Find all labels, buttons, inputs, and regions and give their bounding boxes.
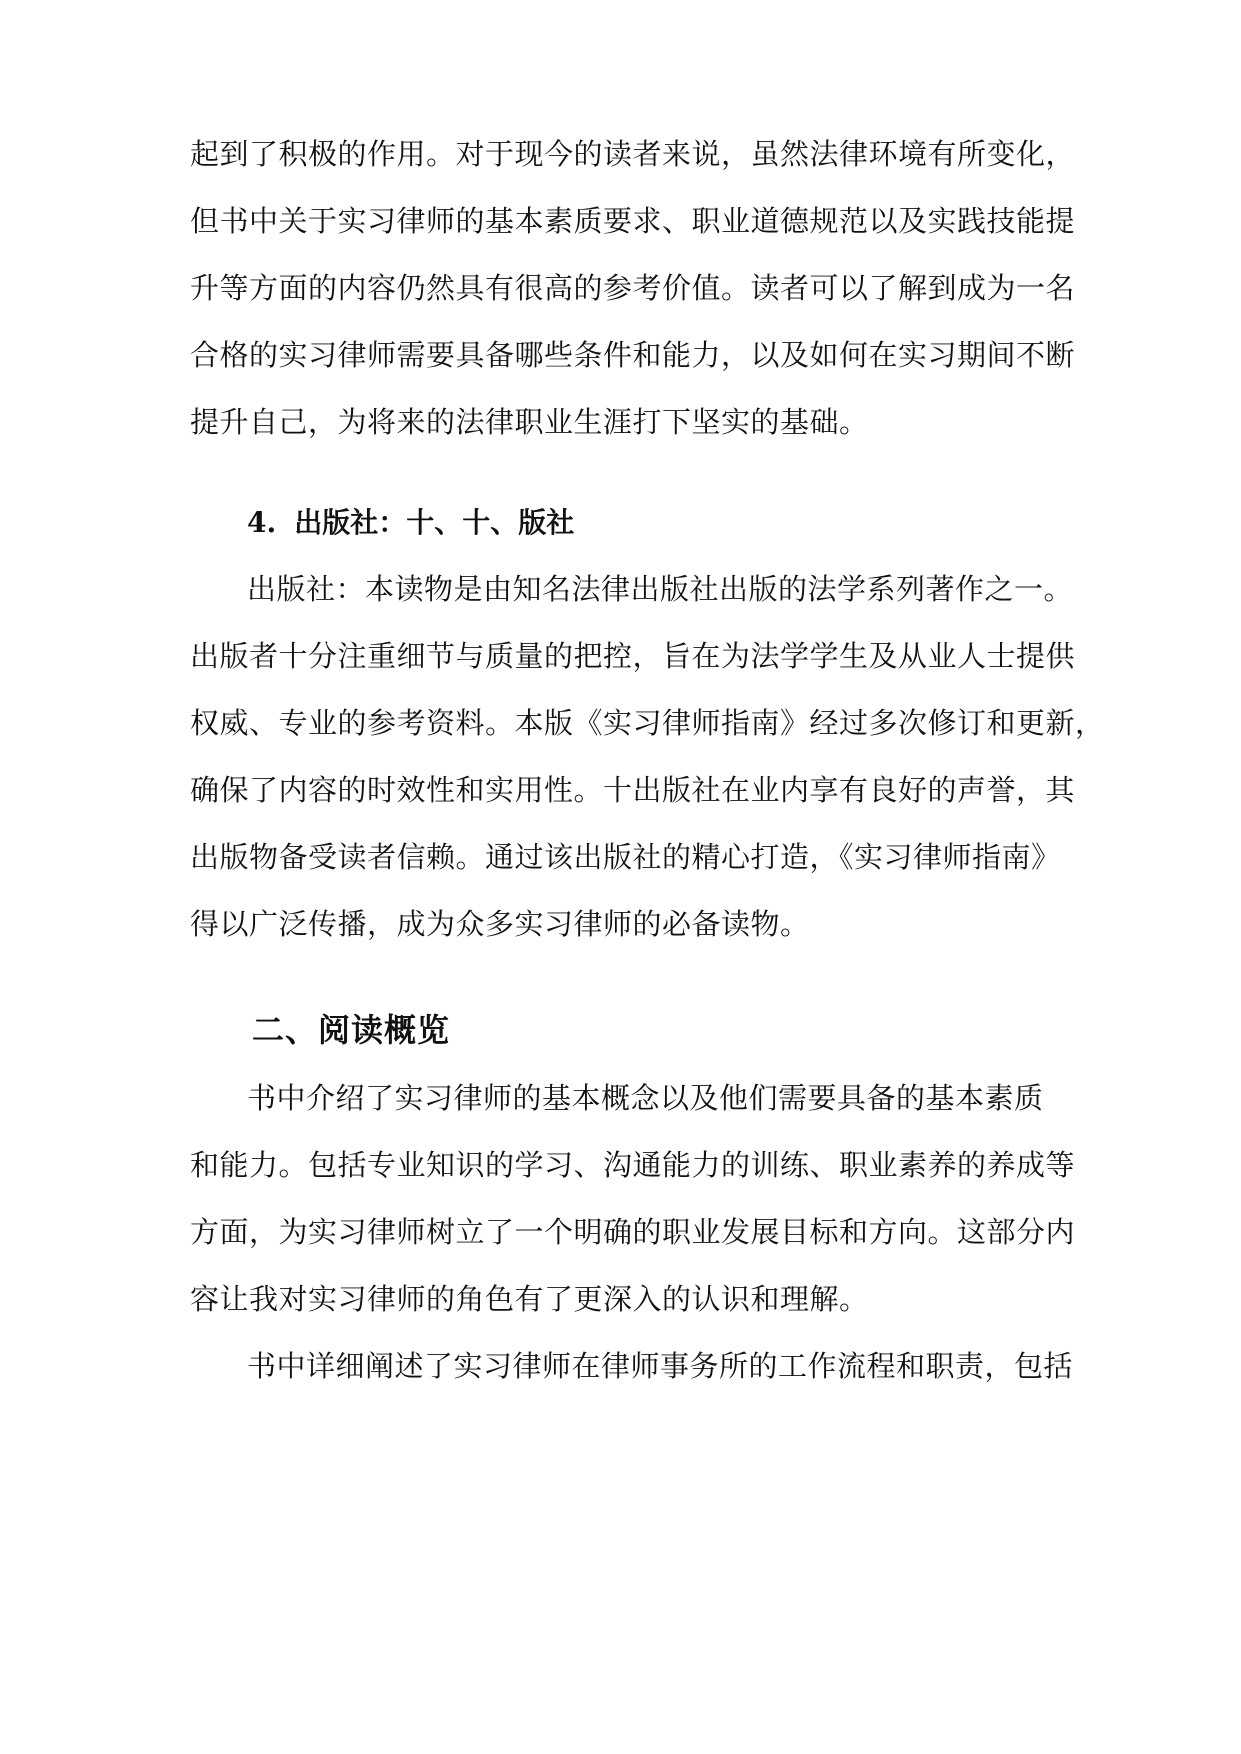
- section-title: 出版社：十、十、版社: [294, 506, 575, 539]
- paragraph-line: 权威、专业的参考资料。本版《实习律师指南》经过多次修订和更新，: [190, 706, 1105, 740]
- paragraph-line: 出版者十分注重细节与质量的把控，旨在为法学学生及从业人士提供: [190, 639, 1076, 673]
- paragraph-line: 升等方面的内容仍然具有很高的参考价值。读者可以了解到成为一名: [190, 271, 1076, 305]
- paragraph-line: 合格的实习律师需要具备哪些条件和能力，以及如何在实习期间不断: [190, 338, 1076, 372]
- paragraph-line: 确保了内容的时效性和实用性。十出版社在业内享有良好的声誉，其: [190, 773, 1076, 807]
- section-number: 4.: [247, 506, 277, 539]
- section-heading-publisher: [247, 503, 574, 543]
- paragraph-line: 但书中关于实习律师的基本素质要求、职业道德规范以及实践技能提: [190, 204, 1076, 238]
- section-heading-reading-overview: 二、阅读概览: [252, 1011, 451, 1049]
- paragraph-line: 出版物备受读者信赖。通过该出版社的精心打造，《实习律师指南》: [190, 840, 1061, 874]
- paragraph-line: 书中详细阐述了实习律师在律师事务所的工作流程和职责，包括: [247, 1349, 1074, 1383]
- paragraph-line: 和能力。包括专业知识的学习、沟通能力的训练、职业素养的养成等: [190, 1148, 1076, 1182]
- paragraph-line: 得以广泛传播，成为众多实习律师的必备读物。: [190, 907, 810, 941]
- paragraph-line: 起到了积极的作用。对于现今的读者来说，虽然法律环境有所变化，: [190, 137, 1076, 171]
- paragraph-line: 书中介绍了实习律师的基本概念以及他们需要具备的基本素质: [247, 1081, 1044, 1115]
- paragraph-line: 方面，为实习律师树立了一个明确的职业发展目标和方向。这部分内: [190, 1215, 1076, 1249]
- paragraph-line: 提升自己，为将来的法律职业生涯打下坚实的基础。: [190, 405, 869, 439]
- paragraph-line: 出版社：本读物是由知名法律出版社出版的法学系列著作之一。: [247, 572, 1074, 606]
- paragraph-line: 容让我对实习律师的角色有了更深入的认识和理解。: [190, 1282, 869, 1316]
